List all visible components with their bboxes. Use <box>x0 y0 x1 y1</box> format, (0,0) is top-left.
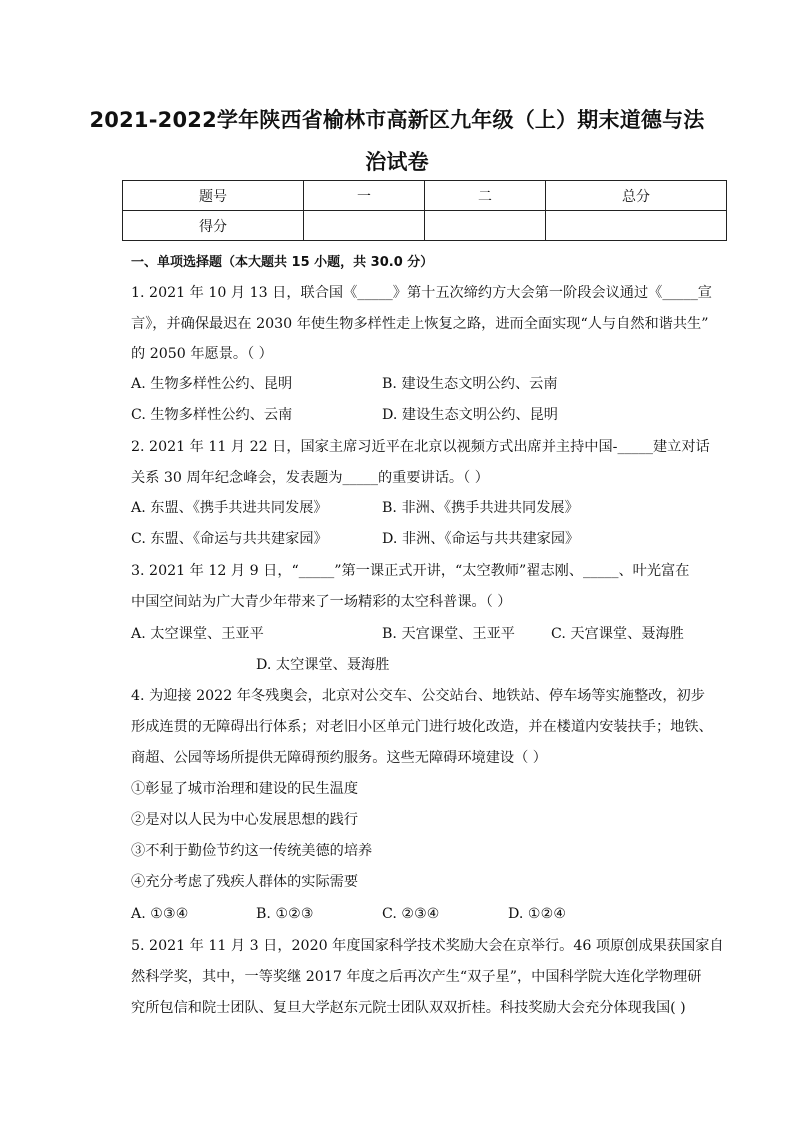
q2-option-c[interactable]: C. 东盟、《命运与共共建家园》 <box>131 531 328 547</box>
exam-title-line-2: 治试卷 <box>365 150 429 174</box>
q4-option-c[interactable]: C. ②③④ <box>382 906 440 922</box>
q4-option-a[interactable]: A. ①③④ <box>131 906 189 922</box>
score-header-cell: 一 <box>304 181 425 211</box>
q2-option-b[interactable]: B. 非洲、《携手共进共同发展》 <box>382 500 579 516</box>
score-cell-2[interactable] <box>425 211 546 241</box>
q2-stem-line: 关系 30 周年纪念峰会，发表题为_____的重要讲话。（ ） <box>131 470 489 486</box>
q4-stem-line: 4. 为迎接 2022 年冬残奥会，北京对公交车、公交站台、地铁站、停车场等实施整改，初步 <box>131 688 705 704</box>
q5-stem-line: 然科学奖，其中，一等奖继 2017 年度之后再次产生“双子星”，中国科学院大连化学物理研 <box>131 969 702 985</box>
score-header-cell: 题号 <box>123 181 304 211</box>
q3-stem-line: 中国空间站为广大青少年带来了一场精彩的太空科普课。（ ） <box>131 594 512 610</box>
q4-statement: ④充分考虑了残疾人群体的实际需要 <box>131 874 359 890</box>
q2-option-a[interactable]: A. 东盟、《携手共进共同发展》 <box>131 500 328 516</box>
section-heading: 一、单项选择题（本大题共 15 小题，共 30.0 分） <box>131 255 434 270</box>
q1-stem-line: 言》，并确保最迟在 2030 年使生物多样性走上恢复之路，进而全面实现“人与自然和谐共生” <box>131 316 709 332</box>
q1-stem-line: 1. 2021 年 10 月 13 日，联合国《_____》第十五次缔约方大会第一阶段会议通过《_____宣 <box>131 285 712 301</box>
q5-stem-line: 5. 2021 年 11 月 3 日，2020 年度国家科学技术奖励大会在京举行。46 项原创成果获国家自 <box>131 938 724 954</box>
score-table <box>122 180 727 241</box>
q4-stem-line: 商超、公园等场所提供无障碍预约服务。这些无障碍环境建设（ ） <box>131 750 547 766</box>
q1-option-c[interactable]: C. 生物多样性公约、云南 <box>131 407 293 423</box>
score-table-header-row <box>123 181 727 211</box>
q1-option-b[interactable]: B. 建设生态文明公约、云南 <box>382 376 558 392</box>
q3-stem-line: 3. 2021 年 12 月 9 日，“_____”第一课正式开讲，“太空教师”翟志刚、_____、叶光富在 <box>131 563 690 579</box>
score-cell-total[interactable] <box>546 211 727 241</box>
q1-option-d[interactable]: D. 建设生态文明公约、昆明 <box>382 407 558 423</box>
q4-statement: ②是对以人民为中心发展思想的践行 <box>131 812 359 828</box>
q2-stem-line: 2. 2021 年 11 月 22 日，国家主席习近平在北京以视频方式出席并主持中国-_____建立对话 <box>131 439 710 455</box>
q2-option-d[interactable]: D. 非洲、《命运与共共建家园》 <box>382 531 580 547</box>
q3-option-a[interactable]: A. 太空课堂、王亚平 <box>131 626 264 642</box>
q3-option-c[interactable]: C. 天宫课堂、聂海胜 <box>551 626 684 642</box>
q1-stem-line: 的 2050 年愿景。（ ） <box>131 346 273 362</box>
score-header-cell: 总分 <box>546 181 727 211</box>
q3-option-b[interactable]: B. 天宫课堂、王亚平 <box>382 626 515 642</box>
score-table-score-row <box>123 211 727 241</box>
q4-stem-line: 形成连贯的无障碍出行体系；对老旧小区单元门进行坡化改造，并在楼道内安装扶手；地铁、 <box>131 719 713 735</box>
q4-statement: ③不利于勤俭节约这一传统美德的培养 <box>131 843 373 859</box>
score-row-label: 得分 <box>123 211 304 241</box>
q1-option-a[interactable]: A. 生物多样性公约、昆明 <box>131 376 293 392</box>
score-header-cell: 二 <box>425 181 546 211</box>
q4-option-b[interactable]: B. ①②③ <box>256 906 314 922</box>
q4-statement: ①彰显了城市治理和建设的民生温度 <box>131 781 359 797</box>
score-cell-1[interactable] <box>304 211 425 241</box>
q4-option-d[interactable]: D. ①②④ <box>508 906 567 922</box>
q5-stem-line: 究所包信和院士团队、复旦大学赵东元院士团队双双折桂。科技奖励大会充分体现我国( ) <box>131 1000 686 1016</box>
q3-option-d[interactable]: D. 太空课堂、聂海胜 <box>256 657 390 673</box>
exam-title-line-1: 2021-2022学年陕西省榆林市高新区九年级（上）期末道德与法 <box>89 108 705 132</box>
